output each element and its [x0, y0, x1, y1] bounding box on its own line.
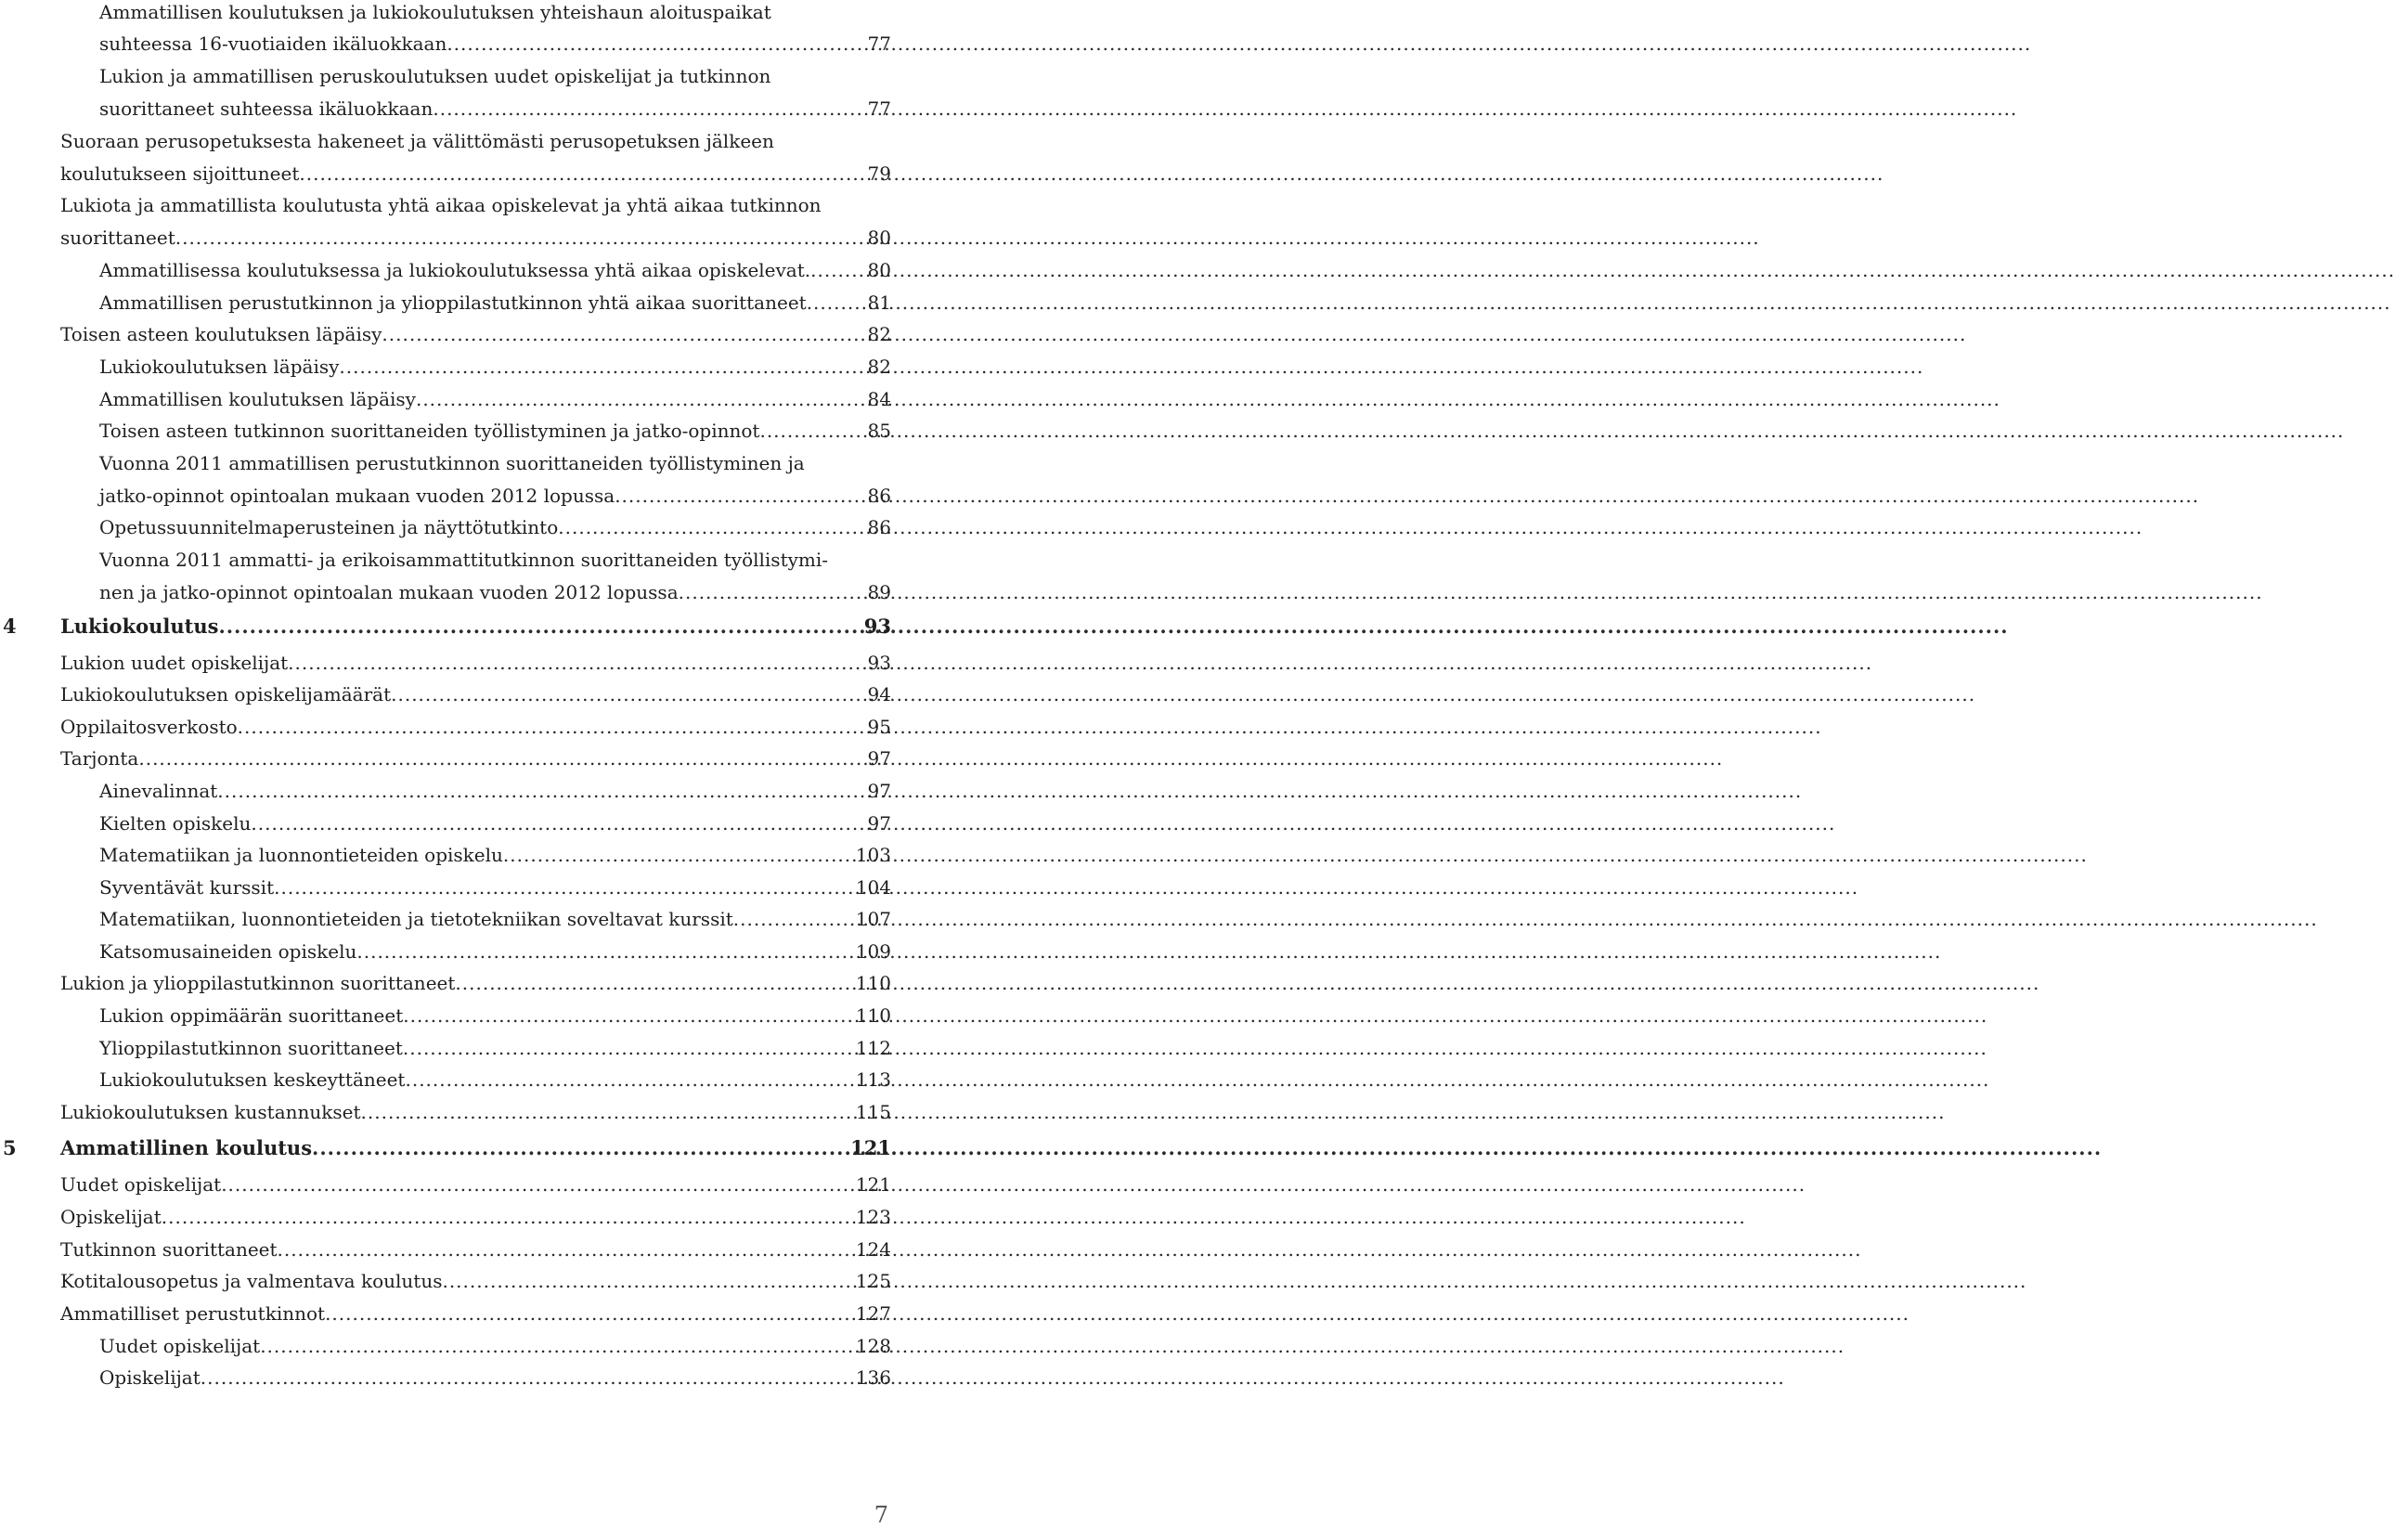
- dot-leader: [356, 935, 851, 968]
- toc-entry-line: [60, 1200, 891, 1234]
- toc-entry-line: [99, 935, 891, 968]
- dot-leader: [201, 1361, 852, 1394]
- dot-leader: [339, 350, 863, 383]
- toc-page-number: 110: [855, 972, 891, 994]
- toc-entry-title: Ammatillisen perustutkinnon ja ylioppilastutkinnon yhtä aikaa suorittaneet: [99, 291, 807, 314]
- dot-leader: [558, 511, 863, 544]
- toc-entry[interactable]: [0, 838, 891, 872]
- toc-entry[interactable]: [0, 92, 891, 125]
- toc-entry-title: Uudet opiskelijat: [99, 1335, 261, 1357]
- toc-page-number: 121: [855, 1173, 891, 1196]
- dot-leader: [807, 286, 863, 319]
- toc-page-number: 93: [863, 615, 891, 638]
- toc-entry[interactable]: [0, 286, 891, 319]
- dot-leader: [759, 414, 863, 447]
- toc-entry-line: [99, 774, 891, 808]
- toc-entry-line: [99, 350, 891, 383]
- toc-entry-line: [99, 807, 891, 840]
- toc-entry-title: jatko-opinnot opintoalan mukaan vuoden 2012 lopussa: [99, 485, 615, 507]
- toc-entry[interactable]: [0, 576, 891, 609]
- toc-entry[interactable]: [0, 414, 891, 447]
- toc-entry-line: [60, 1297, 891, 1330]
- toc-entry[interactable]: [0, 807, 891, 840]
- dot-leader: [433, 92, 863, 125]
- toc-entry[interactable]: [0, 157, 891, 190]
- toc-entry-line: [99, 59, 891, 93]
- toc-page-number: 85: [867, 420, 891, 442]
- toc-entry[interactable]: [0, 479, 891, 512]
- table-of-contents: [0, 0, 891, 1540]
- toc-entry-title: Lukiokoulutus: [60, 615, 219, 638]
- toc-entry-title: Lukion oppimäärän suorittaneet: [99, 1004, 404, 1027]
- toc-entry-line: [99, 286, 891, 319]
- toc-entry[interactable]: [0, 1031, 891, 1065]
- toc-entry-line: [60, 157, 891, 190]
- toc-entry[interactable]: [0, 1264, 891, 1298]
- dot-leader: [455, 966, 851, 1000]
- toc-entry[interactable]: [0, 317, 891, 351]
- toc-entry-title: Ylioppilastutkinnon suorittaneet: [99, 1037, 403, 1059]
- toc-entry[interactable]: [0, 871, 891, 904]
- toc-entry[interactable]: [0, 1233, 891, 1266]
- toc-entry-title: Oppilaitosverkosto: [60, 716, 238, 738]
- toc-entry[interactable]: [0, 966, 891, 1000]
- toc-page-number: 77: [867, 97, 891, 120]
- toc-page-number: 86: [867, 485, 891, 507]
- dot-leader: [403, 1031, 852, 1065]
- toc-entry-title: Toisen asteen tutkinnon suorittaneiden työllistyminen ja jatko-opinnot: [99, 420, 760, 442]
- toc-entry[interactable]: [0, 446, 891, 480]
- dot-leader: [238, 710, 863, 744]
- toc-entry-title: Ammatillisessa koulutuksessa ja lukiokoulutuksessa yhtä aikaa opiskelevat.: [99, 259, 811, 281]
- dot-leader: [733, 902, 852, 936]
- toc-entry[interactable]: [0, 742, 891, 775]
- toc-page-number: 104: [855, 876, 891, 899]
- toc-entry[interactable]: [0, 1200, 891, 1234]
- toc-entry-title: Lukiokoulutuksen kustannukset: [60, 1101, 361, 1123]
- toc-page-number: 128: [855, 1335, 891, 1357]
- toc-entry-title: Opiskelijat: [60, 1206, 162, 1228]
- toc-entry-title: Kielten opiskelu: [99, 812, 252, 835]
- toc-entry-title: suhteessa 16-vuotiaiden ikäluokkaan: [99, 32, 447, 55]
- toc-page-number: 127: [855, 1302, 891, 1325]
- toc-entry-line: [60, 1264, 891, 1298]
- toc-entry-line: [99, 253, 891, 287]
- toc-entry-line: [60, 710, 891, 744]
- dot-leader: [325, 1297, 852, 1330]
- toc-entry-line: [99, 479, 891, 512]
- toc-entry-line: [99, 414, 891, 447]
- dot-leader: [162, 1200, 852, 1234]
- toc-entry[interactable]: [0, 124, 891, 158]
- dot-leader: [503, 838, 852, 872]
- dot-leader: [175, 221, 863, 254]
- chapter-number: 5: [3, 1136, 17, 1159]
- toc-page-number: 95: [867, 716, 891, 738]
- toc-entry-line: [99, 543, 891, 576]
- toc-entry[interactable]: [0, 350, 891, 383]
- toc-entry[interactable]: [0, 1329, 891, 1363]
- toc-page-number: 110: [855, 1004, 891, 1027]
- toc-entry[interactable]: [0, 27, 891, 60]
- dot-leader: [615, 479, 863, 512]
- toc-entry-line: [99, 1361, 891, 1394]
- toc-page-number: 103: [855, 844, 891, 866]
- dot-leader: [382, 317, 863, 351]
- toc-entry-title: Matematiikan ja luonnontieteiden opiskelu: [99, 844, 503, 866]
- toc-entry[interactable]: [0, 0, 891, 29]
- toc-entry-title: Syventävät kurssit: [99, 876, 275, 899]
- toc-chapter-row[interactable]: [0, 1132, 891, 1165]
- toc-page-number: 124: [855, 1238, 891, 1261]
- toc-entry-title: Matematiikan, luonnontieteiden ja tietotekniikan soveltavat kurssit: [99, 908, 733, 930]
- toc-entry[interactable]: [0, 1297, 891, 1330]
- toc-entry-line: [99, 27, 891, 60]
- dot-leader: [278, 1233, 852, 1266]
- toc-page-number: 79: [867, 162, 891, 185]
- dot-leader: [442, 1264, 851, 1298]
- toc-page-number: 82: [867, 356, 891, 378]
- dot-leader: [403, 999, 852, 1032]
- dot-leader: [217, 774, 863, 808]
- chapter-number: 4: [3, 615, 17, 638]
- dot-leader: [288, 646, 863, 679]
- toc-entry-title: Lukiokoulutuksen opiskelijamäärät: [60, 683, 392, 705]
- toc-entry-title: Toisen asteen koulutuksen läpäisy: [60, 323, 382, 345]
- toc-entry[interactable]: [0, 999, 891, 1032]
- toc-entry-title: Tutkinnon suorittaneet: [60, 1238, 278, 1261]
- toc-page-number: 123: [855, 1206, 891, 1228]
- toc-entry[interactable]: [0, 221, 891, 254]
- toc-entry[interactable]: [0, 253, 891, 287]
- dot-leader: [416, 382, 863, 416]
- toc-entry-title: Lukion ja ylioppilastutkinnon suorittaneet: [60, 972, 456, 994]
- toc-entry-line: [60, 188, 891, 222]
- dot-leader: [251, 807, 863, 840]
- toc-page-number: 80: [867, 226, 891, 249]
- toc-entry-line: [60, 221, 891, 254]
- toc-page-number: 97: [867, 747, 891, 770]
- toc-page-number: 112: [855, 1037, 891, 1059]
- toc-entry-line: [60, 742, 891, 775]
- toc-entry[interactable]: [0, 543, 891, 576]
- toc-entry-line: [60, 646, 891, 679]
- toc-entry[interactable]: [0, 710, 891, 744]
- toc-page-number: 86: [867, 516, 891, 538]
- toc-page-number: 136: [855, 1366, 891, 1389]
- toc-entry[interactable]: [0, 1361, 891, 1394]
- toc-page-number: 125: [855, 1270, 891, 1292]
- dot-leader: [810, 253, 863, 287]
- toc-entry-title: Lukiota ja ammatillista koulutusta yhtä aikaa opiskelevat ja yhtä aikaa tutkinnon: [60, 194, 822, 216]
- toc-entry-line: [60, 1095, 891, 1129]
- toc-entry-title: Ainevalinnat: [99, 780, 218, 802]
- toc-entry-line: [99, 1031, 891, 1065]
- toc-page-number: 84: [867, 388, 891, 410]
- toc-entry-title: Katsomusaineiden opiskelu: [99, 940, 357, 963]
- dot-leader: [299, 157, 863, 190]
- toc-entry-line: [99, 999, 891, 1032]
- toc-entry-title: Opiskelijat: [99, 1366, 201, 1389]
- toc-entry[interactable]: [0, 1095, 891, 1129]
- toc-entry-line: [99, 1063, 891, 1096]
- toc-page-number: 80: [867, 259, 891, 281]
- toc-entry-line: [99, 511, 891, 544]
- toc-page-number: 77: [867, 32, 891, 55]
- toc-entry[interactable]: [0, 188, 891, 222]
- toc-entry-line: [99, 0, 891, 29]
- toc-entry-title: Ammatilliset perustutkinnot: [60, 1302, 326, 1325]
- toc-entry-line: [99, 838, 891, 872]
- toc-entry[interactable]: [0, 774, 891, 808]
- toc-entry-title: Lukiokoulutuksen keskeyttäneet: [99, 1068, 406, 1091]
- toc-entry-title: Lukion uudet opiskelijat: [60, 652, 289, 674]
- toc-entry-line: [60, 966, 891, 1000]
- toc-entry-line: [99, 92, 891, 125]
- dot-leader: [221, 1168, 852, 1201]
- toc-entry-title: Opetussuunnitelmaperusteinen ja näyttötutkinto: [99, 516, 559, 538]
- toc-page-number: 93: [867, 652, 891, 674]
- toc-entry[interactable]: [0, 382, 891, 416]
- toc-entry-line: [99, 382, 891, 416]
- toc-page-number: 109: [855, 940, 891, 963]
- dot-leader: [405, 1063, 851, 1096]
- toc-entry-line: [99, 576, 891, 609]
- toc-entry-title: Suoraan perusopetuksesta hakeneet ja välittömästi perusopetuksen jälkeen: [60, 130, 774, 152]
- dot-leader: [391, 678, 863, 711]
- toc-entry[interactable]: [0, 935, 891, 968]
- page-number: 7: [874, 1502, 888, 1528]
- toc-page-number: 97: [867, 812, 891, 835]
- toc-page-number: 82: [867, 323, 891, 345]
- toc-entry-title: suorittaneet: [60, 226, 175, 249]
- dot-leader: [260, 1329, 852, 1363]
- toc-entry-line: [60, 678, 891, 711]
- toc-entry-line: [60, 1132, 891, 1165]
- toc-entry-title: koulutukseen sijoittuneet: [60, 162, 300, 185]
- dot-leader: [361, 1095, 852, 1129]
- dot-leader: [274, 871, 852, 904]
- toc-entry[interactable]: [0, 59, 891, 93]
- dot-leader: [138, 742, 863, 775]
- toc-page-number: 81: [867, 291, 891, 314]
- toc-page-number: 97: [867, 780, 891, 802]
- toc-entry-line: [60, 317, 891, 351]
- toc-entry-title: Vuonna 2011 ammatti- ja erikoisammattitutkinnon suorittaneiden työllistymi-: [99, 549, 829, 571]
- toc-chapter-row[interactable]: [0, 610, 891, 643]
- toc-entry[interactable]: [0, 511, 891, 544]
- toc-entry-title: Ammatillisen koulutuksen ja lukiokoulutuksen yhteishaun aloituspaikat: [99, 1, 771, 23]
- toc-entry-title: Lukiokoulutuksen läpäisy: [99, 356, 340, 378]
- dot-leader: [679, 576, 863, 609]
- toc-entry-title: Ammatillisen koulutuksen läpäisy: [99, 388, 416, 410]
- toc-entry-line: [60, 610, 891, 643]
- toc-entry-line: [99, 1329, 891, 1363]
- toc-entry-title: nen ja jatko-opinnot opintoalan mukaan vuoden 2012 lopussa: [99, 581, 679, 603]
- toc-page-number: 94: [867, 683, 891, 705]
- toc-entry-title: Vuonna 2011 ammatillisen perustutkinnon suorittaneiden työllistyminen ja: [99, 452, 805, 474]
- toc-page-number: 107: [855, 908, 891, 930]
- toc-entry-line: [99, 871, 891, 904]
- toc-entry[interactable]: [0, 1063, 891, 1096]
- toc-entry-title: Kotitalousopetus ja valmentava koulutus: [60, 1270, 443, 1292]
- toc-entry-title: suorittaneet suhteessa ikäluokkaan: [99, 97, 434, 120]
- toc-page-number: 121: [850, 1136, 891, 1159]
- toc-entry-title: Lukion ja ammatillisen peruskoulutuksen uudet opiskelijat ja tutkinnon: [99, 65, 771, 87]
- dot-leader: [447, 27, 863, 60]
- toc-page-number: 89: [867, 581, 891, 603]
- toc-entry-title: Uudet opiskelijat: [60, 1173, 222, 1196]
- toc-entry-line: [99, 446, 891, 480]
- toc-entry-title: Tarjonta: [60, 747, 139, 770]
- dot-leader: [218, 610, 854, 643]
- toc-entry-line: [60, 124, 891, 158]
- toc-entry-line: [60, 1168, 891, 1201]
- toc-entry-line: [60, 1233, 891, 1266]
- toc-entry[interactable]: [0, 1168, 891, 1201]
- toc-page-number: 115: [855, 1101, 891, 1123]
- toc-entry-title: Ammatillinen koulutus: [60, 1136, 313, 1159]
- toc-entry-line: [99, 902, 891, 936]
- toc-page-number: 113: [855, 1068, 891, 1091]
- toc-entry[interactable]: [0, 902, 891, 936]
- toc-entry[interactable]: [0, 646, 891, 679]
- toc-entry[interactable]: [0, 678, 891, 711]
- dot-leader: [312, 1132, 847, 1165]
